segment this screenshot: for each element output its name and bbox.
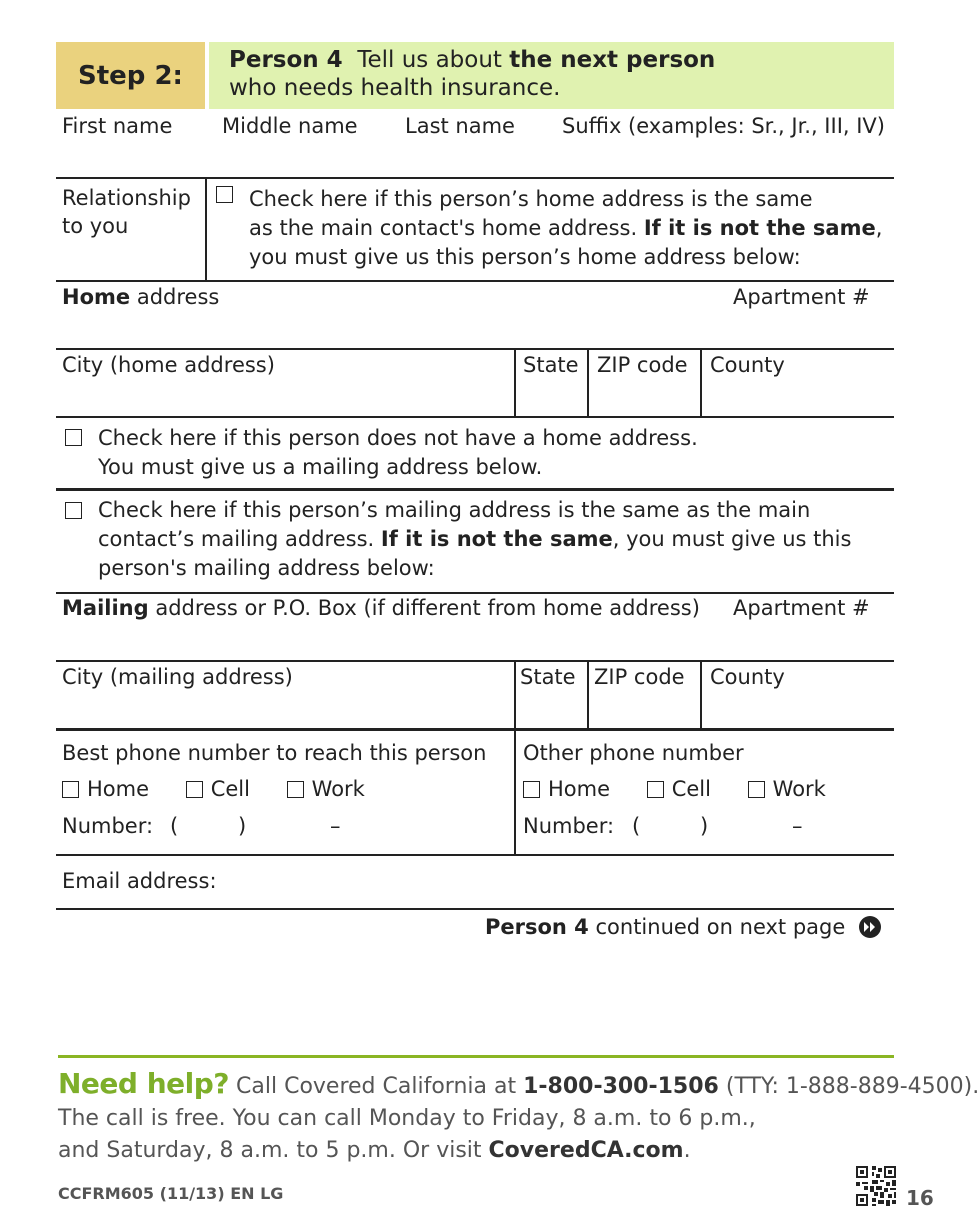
no-home-checkbox[interactable] (65, 429, 94, 448)
best-phone-cell-checkbox[interactable]: Cell (186, 777, 250, 801)
other-phone-dash: – (792, 814, 803, 838)
home-county-label: County (710, 353, 785, 377)
relationship-label: Relationship to you (62, 186, 191, 238)
mailing-apartment-label: Apartment # (733, 596, 870, 620)
footer-rule (58, 1055, 894, 1058)
best-phone-open-paren: ( (170, 814, 179, 838)
best-phone-close-paren: ) (238, 814, 247, 838)
mailing-county-label: County (710, 665, 785, 689)
best-phone-dash: – (330, 814, 341, 838)
divider (587, 348, 589, 416)
divider (56, 660, 894, 662)
divider (56, 728, 894, 731)
best-phone-work-checkbox[interactable]: Work (287, 777, 365, 801)
page-number: 16 (906, 1186, 934, 1210)
home-zip-label: ZIP code (597, 353, 688, 377)
other-phone-number-label: Number: (523, 814, 615, 838)
last-name-label: Last name (405, 114, 515, 138)
other-phone-close-paren: ) (700, 814, 709, 838)
divider (56, 854, 894, 856)
middle-name-label: Middle name (222, 114, 358, 138)
mailing-city-label: City (mailing address) (62, 665, 293, 689)
other-phone-types (523, 775, 826, 804)
other-phone-cell-checkbox[interactable]: Cell (647, 777, 711, 801)
step-label: Step 2: (56, 42, 205, 109)
other-phone-home-checkbox[interactable]: Home (523, 777, 610, 801)
first-name-label: First name (62, 114, 173, 138)
divider (56, 348, 894, 350)
home-address-input[interactable] (56, 312, 894, 348)
mailing-state-label: State (520, 665, 576, 689)
home-apartment-label: Apartment # (733, 285, 870, 309)
email-label: Email address: (62, 869, 217, 893)
other-phone-open-paren: ( (632, 814, 641, 838)
same-home-checkbox[interactable] (216, 186, 245, 205)
form-code: CCFRM605 (11/13) EN LG (58, 1184, 284, 1203)
divider (56, 908, 894, 910)
continued-note: Person 4 continued on next page (485, 913, 882, 942)
home-address-label: Home address (62, 285, 220, 309)
mailing-address-input[interactable] (56, 624, 894, 660)
best-phone-home-checkbox[interactable]: Home (62, 777, 149, 801)
divider (56, 177, 894, 179)
intro-line-2: who needs health insurance. (229, 75, 561, 101)
suffix-label: Suffix (examples: Sr., Jr., III, IV) (562, 114, 885, 138)
divider (205, 178, 207, 280)
help-text: Need help? Call Covered California at 1-800-300-1506 (TTY: 1-888-889-4500). The call is free. You can call Monday to Friday, 8 a.m. to 6 p.m., and Saturday, 8 a.m. to 5 p.m. Or visit CoveredCA.com. (58, 1067, 979, 1163)
mailing-address-label: Mailing address or P.O. Box (if different from home address) (62, 596, 700, 620)
divider (56, 488, 894, 491)
email-input[interactable] (230, 860, 894, 906)
no-home-text: Check here if this person does not have a home address. You must give us a mailing address below. (98, 426, 698, 479)
name-input-area[interactable] (56, 140, 894, 178)
divider (587, 660, 589, 728)
divider (56, 280, 894, 282)
best-phone-label: Best phone number to reach this person (62, 741, 487, 765)
divider (514, 348, 516, 416)
best-phone-types (62, 775, 365, 804)
intro-line-1: Person 4 Tell us about the next person (229, 47, 716, 73)
best-phone-number-label: Number: (62, 814, 154, 838)
divider (700, 348, 702, 416)
qr-code-icon (856, 1166, 896, 1206)
mailing-zip-label: ZIP code (594, 665, 685, 689)
other-phone-work-checkbox[interactable]: Work (748, 777, 826, 801)
other-phone-label: Other phone number (523, 741, 744, 765)
next-page-arrow-icon (858, 915, 882, 939)
home-state-label: State (523, 353, 579, 377)
same-home-text: Check here if this person’s home address is the same as the main contact's home address. If it is not the same, you must give us this person’s home address below: (249, 187, 883, 269)
section-header (209, 42, 894, 109)
divider (700, 660, 702, 728)
home-city-label: City (home address) (62, 353, 275, 377)
divider (514, 660, 516, 855)
divider (56, 416, 894, 418)
same-mailing-text: Check here if this person’s mailing address is the same as the main contact’s mailing address. If it is not the same, you must give us this person's mailing address below: (98, 498, 852, 580)
same-mailing-checkbox[interactable] (65, 502, 94, 521)
